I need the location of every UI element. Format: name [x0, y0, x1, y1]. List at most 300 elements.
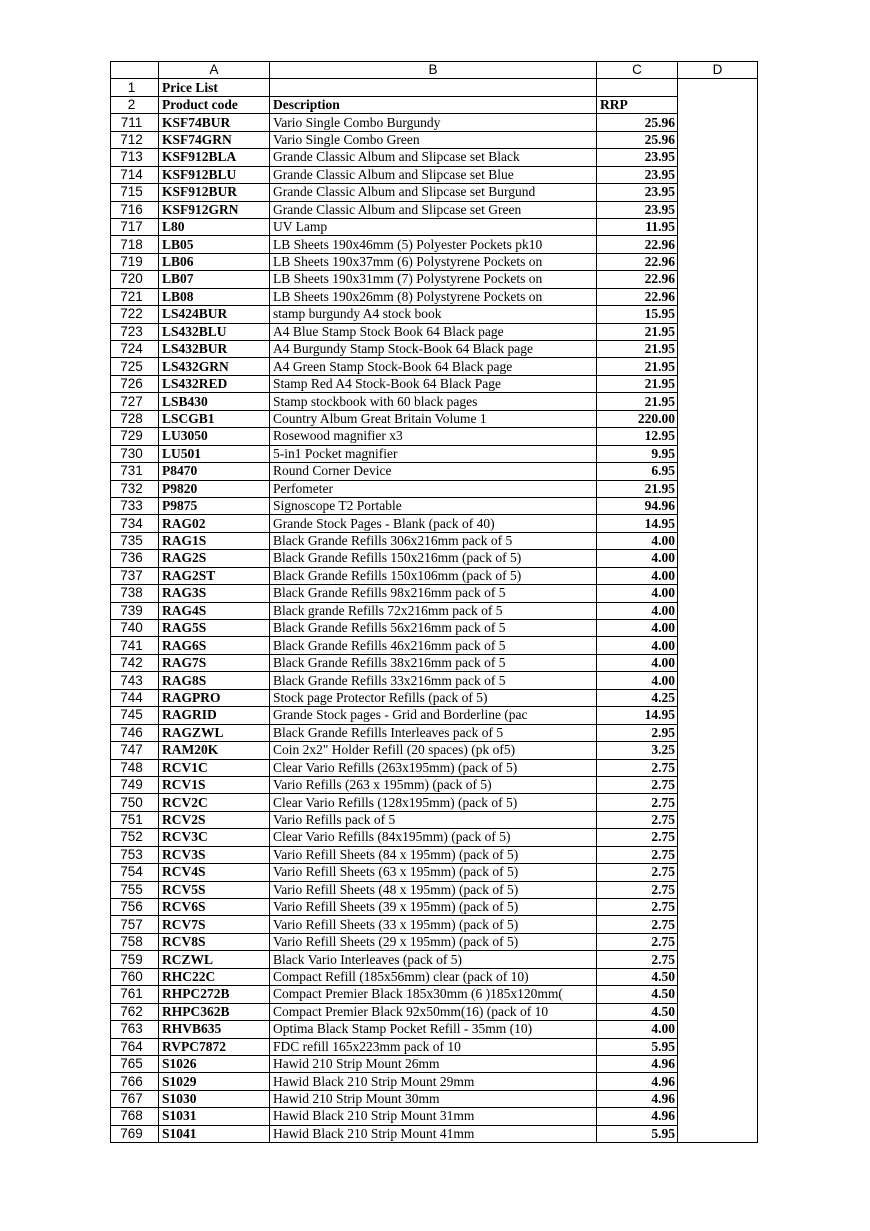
cell-product-code[interactable]: RVPC7872	[159, 1038, 270, 1055]
cell-rrp[interactable]: 4.00	[597, 602, 678, 619]
cell-description[interactable]: Hawid 210 Strip Mount 26mm	[270, 1055, 597, 1072]
cell-product-code[interactable]: P8470	[159, 463, 270, 480]
cell-rrp[interactable]: 2.75	[597, 864, 678, 881]
cell-column-d[interactable]	[678, 550, 758, 567]
cell-description[interactable]: Grande Classic Album and Slipcase set Burgund	[270, 184, 597, 201]
cell-product-code[interactable]: RAG4S	[159, 602, 270, 619]
cell-rrp[interactable]: 3.25	[597, 742, 678, 759]
row-number[interactable]: 726	[111, 375, 159, 392]
cell-column-d[interactable]	[678, 567, 758, 584]
cell-description[interactable]: 5-in1 Pocket magnifier	[270, 445, 597, 462]
row-number[interactable]: 745	[111, 707, 159, 724]
cell-description[interactable]: Black Grande Refills Interleaves pack of 5	[270, 724, 597, 741]
row-number[interactable]: 743	[111, 672, 159, 689]
cell-column-d[interactable]	[678, 306, 758, 323]
cell-column-d[interactable]	[678, 218, 758, 235]
cell-product-code[interactable]: RAG8S	[159, 672, 270, 689]
cell-rrp[interactable]: 25.96	[597, 131, 678, 148]
cell-rrp[interactable]: 2.75	[597, 759, 678, 776]
cell-description[interactable]: Vario Refills pack of 5	[270, 811, 597, 828]
row-number[interactable]: 752	[111, 829, 159, 846]
cell-column-d[interactable]	[678, 1090, 758, 1107]
cell-description[interactable]: A4 Blue Stamp Stock Book 64 Black page	[270, 323, 597, 340]
cell-rrp[interactable]: 21.95	[597, 375, 678, 392]
cell-product-code[interactable]: LB08	[159, 288, 270, 305]
cell-description[interactable]: Compact Refill (185x56mm) clear (pack of 10)	[270, 968, 597, 985]
cell-rrp[interactable]: 4.96	[597, 1090, 678, 1107]
column-header-c[interactable]: C	[597, 62, 678, 79]
cell-description[interactable]: LB Sheets 190x46mm (5) Polyester Pockets pk10	[270, 236, 597, 253]
cell-product-code[interactable]: RCV2C	[159, 794, 270, 811]
cell-rrp[interactable]: 6.95	[597, 463, 678, 480]
cell-product-code[interactable]: RAG6S	[159, 637, 270, 654]
cell-rrp[interactable]: 4.50	[597, 1003, 678, 1020]
cell-description[interactable]: Description	[270, 96, 597, 113]
cell-column-d[interactable]	[678, 410, 758, 427]
cell-description[interactable]: Grande Classic Album and Slipcase set Blue	[270, 166, 597, 183]
cell-column-d[interactable]	[678, 1021, 758, 1038]
cell-product-code[interactable]: LB05	[159, 236, 270, 253]
cell-column-d[interactable]	[678, 114, 758, 131]
cell-rrp[interactable]: 4.00	[597, 654, 678, 671]
cell-column-d[interactable]	[678, 811, 758, 828]
row-number[interactable]: 748	[111, 759, 159, 776]
cell-rrp[interactable]: 94.96	[597, 497, 678, 514]
row-number[interactable]: 721	[111, 288, 159, 305]
column-header-d[interactable]: D	[678, 62, 758, 79]
cell-rrp[interactable]: 23.95	[597, 166, 678, 183]
cell-description[interactable]: Vario Refill Sheets (29 x 195mm) (pack of 5)	[270, 933, 597, 950]
cell-description[interactable]: Vario Refill Sheets (63 x 195mm) (pack of 5)	[270, 864, 597, 881]
cell-column-d[interactable]	[678, 341, 758, 358]
row-number[interactable]: 767	[111, 1090, 159, 1107]
cell-column-d[interactable]	[678, 933, 758, 950]
cell-description[interactable]: LB Sheets 190x26mm (8) Polystyrene Pockets on	[270, 288, 597, 305]
row-number[interactable]: 751	[111, 811, 159, 828]
cell-column-d[interactable]	[678, 463, 758, 480]
cell-rrp[interactable]: 220.00	[597, 410, 678, 427]
cell-column-d[interactable]	[678, 236, 758, 253]
cell-description[interactable]: Compact Premier Black 92x50mm(16) (pack of 10	[270, 1003, 597, 1020]
cell-rrp[interactable]: 25.96	[597, 114, 678, 131]
cell-rrp[interactable]: 4.00	[597, 637, 678, 654]
cell-rrp[interactable]: 4.96	[597, 1073, 678, 1090]
cell-rrp[interactable]: 22.96	[597, 253, 678, 270]
cell-column-d[interactable]	[678, 358, 758, 375]
row-number[interactable]: 759	[111, 951, 159, 968]
cell-product-code[interactable]: RCV1S	[159, 776, 270, 793]
cell-product-code[interactable]: RCZWL	[159, 951, 270, 968]
cell-description[interactable]: Hawid 210 Strip Mount 30mm	[270, 1090, 597, 1107]
row-number[interactable]: 731	[111, 463, 159, 480]
cell-description[interactable]: Optima Black Stamp Pocket Refill - 35mm (10)	[270, 1021, 597, 1038]
cell-product-code[interactable]: RHVB635	[159, 1021, 270, 1038]
cell-product-code[interactable]: KSF74BUR	[159, 114, 270, 131]
row-number[interactable]: 736	[111, 550, 159, 567]
cell-column-d[interactable]	[678, 1073, 758, 1090]
cell-description[interactable]: Hawid Black 210 Strip Mount 29mm	[270, 1073, 597, 1090]
row-number[interactable]: 723	[111, 323, 159, 340]
cell-description[interactable]: A4 Burgundy Stamp Stock-Book 64 Black page	[270, 341, 597, 358]
cell-product-code[interactable]: Product code	[159, 96, 270, 113]
cell-rrp[interactable]: 2.75	[597, 829, 678, 846]
cell-column-d[interactable]	[678, 428, 758, 445]
cell-description[interactable]: Clear Vario Refills (128x195mm) (pack of 5)	[270, 794, 597, 811]
cell-rrp[interactable]: 2.75	[597, 899, 678, 916]
cell-description[interactable]: FDC refill 165x223mm pack of 10	[270, 1038, 597, 1055]
cell-product-code[interactable]: RAGRID	[159, 707, 270, 724]
cell-column-d[interactable]	[678, 253, 758, 270]
cell-product-code[interactable]: RCV3S	[159, 846, 270, 863]
cell-description[interactable]: Black Grande Refills 150x216mm (pack of 5)	[270, 550, 597, 567]
cell-column-d[interactable]	[678, 759, 758, 776]
cell-product-code[interactable]: RAG02	[159, 515, 270, 532]
cell-rrp[interactable]: 4.50	[597, 986, 678, 1003]
cell-description[interactable]: Grande Classic Album and Slipcase set Green	[270, 201, 597, 218]
row-number[interactable]: 757	[111, 916, 159, 933]
cell-product-code[interactable]: LB07	[159, 271, 270, 288]
cell-product-code[interactable]: RAG3S	[159, 585, 270, 602]
cell-product-code[interactable]: RCV7S	[159, 916, 270, 933]
cell-description[interactable]: Stamp stockbook with 60 black pages	[270, 393, 597, 410]
cell-column-d[interactable]	[678, 637, 758, 654]
row-number[interactable]: 712	[111, 131, 159, 148]
row-number[interactable]: 750	[111, 794, 159, 811]
cell-rrp[interactable]: 21.95	[597, 358, 678, 375]
row-number[interactable]: 768	[111, 1108, 159, 1125]
cell-description[interactable]: Grande Classic Album and Slipcase set Black	[270, 149, 597, 166]
cell-product-code[interactable]: RAG2ST	[159, 567, 270, 584]
cell-product-code[interactable]: RCV1C	[159, 759, 270, 776]
cell-product-code[interactable]: S1026	[159, 1055, 270, 1072]
row-number[interactable]: 754	[111, 864, 159, 881]
row-number[interactable]: 724	[111, 341, 159, 358]
row-number[interactable]: 756	[111, 899, 159, 916]
row-number[interactable]: 744	[111, 689, 159, 706]
cell-description[interactable]: Hawid Black 210 Strip Mount 41mm	[270, 1125, 597, 1142]
row-number[interactable]: 740	[111, 620, 159, 637]
row-number[interactable]: 713	[111, 149, 159, 166]
cell-rrp[interactable]: RRP	[597, 96, 678, 113]
cell-rrp[interactable]: 22.96	[597, 271, 678, 288]
cell-product-code[interactable]: RCV5S	[159, 881, 270, 898]
cell-description[interactable]: Black Grande Refills 150x106mm (pack of 5)	[270, 567, 597, 584]
row-number[interactable]: 718	[111, 236, 159, 253]
cell-column-d[interactable]	[678, 689, 758, 706]
cell-description[interactable]: Vario Refill Sheets (48 x 195mm) (pack of 5)	[270, 881, 597, 898]
cell-column-d[interactable]	[678, 96, 758, 113]
cell-description[interactable]: Vario Refill Sheets (84 x 195mm) (pack of 5)	[270, 846, 597, 863]
column-header-a[interactable]: A	[159, 62, 270, 79]
cell-product-code[interactable]: RHC22C	[159, 968, 270, 985]
row-number[interactable]: 717	[111, 218, 159, 235]
cell-rrp[interactable]: 9.95	[597, 445, 678, 462]
cell-description[interactable]: Stamp Red A4 Stock-Book 64 Black Page	[270, 375, 597, 392]
row-number[interactable]: 711	[111, 114, 159, 131]
row-number[interactable]: 715	[111, 184, 159, 201]
row-number[interactable]: 765	[111, 1055, 159, 1072]
cell-product-code[interactable]: RCV4S	[159, 864, 270, 881]
cell-rrp[interactable]: 2.75	[597, 933, 678, 950]
cell-product-code[interactable]: KSF912BLA	[159, 149, 270, 166]
cell-description[interactable]: stamp burgundy A4 stock book	[270, 306, 597, 323]
row-number[interactable]: 737	[111, 567, 159, 584]
cell-product-code[interactable]: P9820	[159, 480, 270, 497]
cell-product-code[interactable]: LS432RED	[159, 375, 270, 392]
cell-description[interactable]	[270, 79, 597, 96]
cell-column-d[interactable]	[678, 672, 758, 689]
cell-column-d[interactable]	[678, 532, 758, 549]
cell-rrp[interactable]: 2.75	[597, 776, 678, 793]
cell-column-d[interactable]	[678, 480, 758, 497]
cell-column-d[interactable]	[678, 654, 758, 671]
cell-rrp[interactable]: 4.00	[597, 1021, 678, 1038]
cell-rrp[interactable]: 4.25	[597, 689, 678, 706]
cell-rrp[interactable]: 4.50	[597, 968, 678, 985]
cell-description[interactable]: LB Sheets 190x37mm (6) Polystyrene Pockets on	[270, 253, 597, 270]
row-number[interactable]: 747	[111, 742, 159, 759]
cell-description[interactable]: Vario Refill Sheets (33 x 195mm) (pack of 5)	[270, 916, 597, 933]
cell-column-d[interactable]	[678, 184, 758, 201]
row-number[interactable]: 746	[111, 724, 159, 741]
cell-description[interactable]: Round Corner Device	[270, 463, 597, 480]
cell-rrp[interactable]: 2.75	[597, 846, 678, 863]
cell-product-code[interactable]: RAG2S	[159, 550, 270, 567]
cell-column-d[interactable]	[678, 881, 758, 898]
cell-rrp[interactable]: 21.95	[597, 341, 678, 358]
row-number[interactable]: 727	[111, 393, 159, 410]
cell-column-d[interactable]	[678, 794, 758, 811]
cell-column-d[interactable]	[678, 1038, 758, 1055]
row-number[interactable]: 742	[111, 654, 159, 671]
column-header-b[interactable]: B	[270, 62, 597, 79]
cell-product-code[interactable]: RAM20K	[159, 742, 270, 759]
cell-description[interactable]: Black Grande Refills 98x216mm pack of 5	[270, 585, 597, 602]
cell-column-d[interactable]	[678, 968, 758, 985]
cell-column-d[interactable]	[678, 201, 758, 218]
row-number[interactable]: 763	[111, 1021, 159, 1038]
cell-description[interactable]: Black Grande Refills 46x216mm pack of 5	[270, 637, 597, 654]
cell-column-d[interactable]	[678, 271, 758, 288]
row-number[interactable]: 730	[111, 445, 159, 462]
cell-rrp[interactable]: 23.95	[597, 149, 678, 166]
cell-rrp[interactable]: 23.95	[597, 184, 678, 201]
cell-product-code[interactable]: KSF912GRN	[159, 201, 270, 218]
cell-column-d[interactable]	[678, 1003, 758, 1020]
cell-description[interactable]: Clear Vario Refills (263x195mm) (pack of 5)	[270, 759, 597, 776]
cell-rrp[interactable]: 14.95	[597, 515, 678, 532]
cell-column-d[interactable]	[678, 375, 758, 392]
row-number[interactable]: 716	[111, 201, 159, 218]
cell-product-code[interactable]: LSCGB1	[159, 410, 270, 427]
cell-product-code[interactable]: RCV3C	[159, 829, 270, 846]
row-number[interactable]: 749	[111, 776, 159, 793]
cell-product-code[interactable]: RAGZWL	[159, 724, 270, 741]
cell-product-code[interactable]: LU3050	[159, 428, 270, 445]
row-number[interactable]: 755	[111, 881, 159, 898]
row-number[interactable]: 761	[111, 986, 159, 1003]
row-number[interactable]: 725	[111, 358, 159, 375]
cell-rrp[interactable]: 11.95	[597, 218, 678, 235]
cell-description[interactable]: Rosewood magnifier x3	[270, 428, 597, 445]
row-number[interactable]: 2	[111, 96, 159, 113]
cell-rrp[interactable]: 4.00	[597, 620, 678, 637]
cell-description[interactable]: Clear Vario Refills (84x195mm) (pack of 5)	[270, 829, 597, 846]
cell-rrp[interactable]: 4.96	[597, 1055, 678, 1072]
cell-product-code[interactable]: P9875	[159, 497, 270, 514]
cell-product-code[interactable]: KSF74GRN	[159, 131, 270, 148]
cell-description[interactable]: Black Grande Refills 38x216mm pack of 5	[270, 654, 597, 671]
cell-column-d[interactable]	[678, 724, 758, 741]
cell-description[interactable]: Black Vario Interleaves (pack of 5)	[270, 951, 597, 968]
cell-product-code[interactable]: LB06	[159, 253, 270, 270]
cell-column-d[interactable]	[678, 497, 758, 514]
cell-description[interactable]: LB Sheets 190x31mm (7) Polystyrene Pockets on	[270, 271, 597, 288]
cell-description[interactable]: Vario Refills (263 x 195mm) (pack of 5)	[270, 776, 597, 793]
cell-rrp[interactable]: 21.95	[597, 323, 678, 340]
cell-rrp[interactable]: 21.95	[597, 393, 678, 410]
cell-product-code[interactable]: RCV2S	[159, 811, 270, 828]
cell-column-d[interactable]	[678, 951, 758, 968]
row-number[interactable]: 758	[111, 933, 159, 950]
row-number[interactable]: 1	[111, 79, 159, 96]
cell-product-code[interactable]: KSF912BUR	[159, 184, 270, 201]
cell-column-d[interactable]	[678, 846, 758, 863]
cell-column-d[interactable]	[678, 1108, 758, 1125]
cell-product-code[interactable]: LS432BUR	[159, 341, 270, 358]
cell-product-code[interactable]: KSF912BLU	[159, 166, 270, 183]
cell-product-code[interactable]: RAGPRO	[159, 689, 270, 706]
cell-description[interactable]: Black Grande Refills 56x216mm pack of 5	[270, 620, 597, 637]
cell-column-d[interactable]	[678, 899, 758, 916]
cell-rrp[interactable]: 2.75	[597, 794, 678, 811]
cell-rrp[interactable]: 4.00	[597, 550, 678, 567]
cell-description[interactable]: Vario Single Combo Green	[270, 131, 597, 148]
cell-product-code[interactable]: RHPC362B	[159, 1003, 270, 1020]
cell-column-d[interactable]	[678, 916, 758, 933]
cell-rrp[interactable]	[597, 79, 678, 96]
cell-column-d[interactable]	[678, 393, 758, 410]
cell-product-code[interactable]: RCV8S	[159, 933, 270, 950]
cell-product-code[interactable]: RAG5S	[159, 620, 270, 637]
cell-rrp[interactable]: 4.00	[597, 532, 678, 549]
cell-column-d[interactable]	[678, 776, 758, 793]
row-number[interactable]: 728	[111, 410, 159, 427]
cell-description[interactable]: Vario Single Combo Burgundy	[270, 114, 597, 131]
row-number[interactable]: 734	[111, 515, 159, 532]
cell-product-code[interactable]: RCV6S	[159, 899, 270, 916]
cell-product-code[interactable]: RHPC272B	[159, 986, 270, 1003]
row-number[interactable]: 738	[111, 585, 159, 602]
row-number[interactable]: 769	[111, 1125, 159, 1142]
cell-description[interactable]: Black grande Refills 72x216mm pack of 5	[270, 602, 597, 619]
cell-column-d[interactable]	[678, 620, 758, 637]
cell-rrp[interactable]: 5.95	[597, 1038, 678, 1055]
cell-product-code[interactable]: LS424BUR	[159, 306, 270, 323]
cell-product-code[interactable]: S1030	[159, 1090, 270, 1107]
row-number[interactable]: 764	[111, 1038, 159, 1055]
row-number[interactable]: 729	[111, 428, 159, 445]
cell-rrp[interactable]: 5.95	[597, 1125, 678, 1142]
cell-description[interactable]: Perfometer	[270, 480, 597, 497]
cell-rrp[interactable]: 4.00	[597, 672, 678, 689]
cell-column-d[interactable]	[678, 829, 758, 846]
cell-column-d[interactable]	[678, 864, 758, 881]
cell-column-d[interactable]	[678, 323, 758, 340]
cell-description[interactable]: Black Grande Refills 33x216mm pack of 5	[270, 672, 597, 689]
row-number[interactable]: 722	[111, 306, 159, 323]
cell-description[interactable]: Stock page Protector Refills (pack of 5)	[270, 689, 597, 706]
row-number[interactable]: 762	[111, 1003, 159, 1020]
cell-product-code[interactable]: L80	[159, 218, 270, 235]
row-number[interactable]: 753	[111, 846, 159, 863]
cell-product-code[interactable]: LS432GRN	[159, 358, 270, 375]
row-number[interactable]: 739	[111, 602, 159, 619]
cell-product-code[interactable]: S1031	[159, 1108, 270, 1125]
cell-description[interactable]: Country Album Great Britain Volume 1	[270, 410, 597, 427]
cell-rrp[interactable]: 12.95	[597, 428, 678, 445]
cell-column-d[interactable]	[678, 149, 758, 166]
cell-description[interactable]: Compact Premier Black 185x30mm (6 )185x120mm(	[270, 986, 597, 1003]
cell-column-d[interactable]	[678, 986, 758, 1003]
cell-description[interactable]: A4 Green Stamp Stock-Book 64 Black page	[270, 358, 597, 375]
cell-product-code[interactable]: RAG1S	[159, 532, 270, 549]
cell-description[interactable]: Hawid Black 210 Strip Mount 31mm	[270, 1108, 597, 1125]
cell-rrp[interactable]: 2.75	[597, 811, 678, 828]
cell-column-d[interactable]	[678, 602, 758, 619]
cell-column-d[interactable]	[678, 166, 758, 183]
cell-rrp[interactable]: 2.75	[597, 881, 678, 898]
cell-product-code[interactable]: LSB430	[159, 393, 270, 410]
cell-rrp[interactable]: 2.75	[597, 916, 678, 933]
cell-column-d[interactable]	[678, 742, 758, 759]
cell-column-d[interactable]	[678, 515, 758, 532]
cell-rrp[interactable]: 23.95	[597, 201, 678, 218]
row-number[interactable]: 720	[111, 271, 159, 288]
cell-rrp[interactable]: 4.96	[597, 1108, 678, 1125]
cell-rrp[interactable]: 2.75	[597, 951, 678, 968]
cell-rrp[interactable]: 21.95	[597, 480, 678, 497]
row-number[interactable]: 766	[111, 1073, 159, 1090]
cell-description[interactable]: Grande Stock Pages - Blank (pack of 40)	[270, 515, 597, 532]
row-number[interactable]: 735	[111, 532, 159, 549]
cell-description[interactable]: Black Grande Refills 306x216mm pack of 5	[270, 532, 597, 549]
cell-description[interactable]: Grande Stock pages - Grid and Borderline (pac	[270, 707, 597, 724]
row-number[interactable]: 741	[111, 637, 159, 654]
cell-description[interactable]: Vario Refill Sheets (39 x 195mm) (pack of 5)	[270, 899, 597, 916]
cell-rrp[interactable]: 15.95	[597, 306, 678, 323]
cell-product-code[interactable]: Price List	[159, 79, 270, 96]
row-number[interactable]: 719	[111, 253, 159, 270]
cell-rrp[interactable]: 4.00	[597, 567, 678, 584]
row-number[interactable]: 714	[111, 166, 159, 183]
cell-rrp[interactable]: 14.95	[597, 707, 678, 724]
cell-column-d[interactable]	[678, 445, 758, 462]
cell-column-d[interactable]	[678, 131, 758, 148]
cell-column-d[interactable]	[678, 1125, 758, 1142]
row-number[interactable]: 760	[111, 968, 159, 985]
cell-description[interactable]: Coin 2x2" Holder Refill (20 spaces) (pk of5)	[270, 742, 597, 759]
cell-product-code[interactable]: LU501	[159, 445, 270, 462]
cell-column-d[interactable]	[678, 707, 758, 724]
cell-product-code[interactable]: S1029	[159, 1073, 270, 1090]
cell-column-d[interactable]	[678, 1055, 758, 1072]
corner-cell[interactable]	[111, 62, 159, 79]
cell-product-code[interactable]: S1041	[159, 1125, 270, 1142]
cell-rrp[interactable]: 22.96	[597, 288, 678, 305]
cell-column-d[interactable]	[678, 79, 758, 96]
row-number[interactable]: 733	[111, 497, 159, 514]
